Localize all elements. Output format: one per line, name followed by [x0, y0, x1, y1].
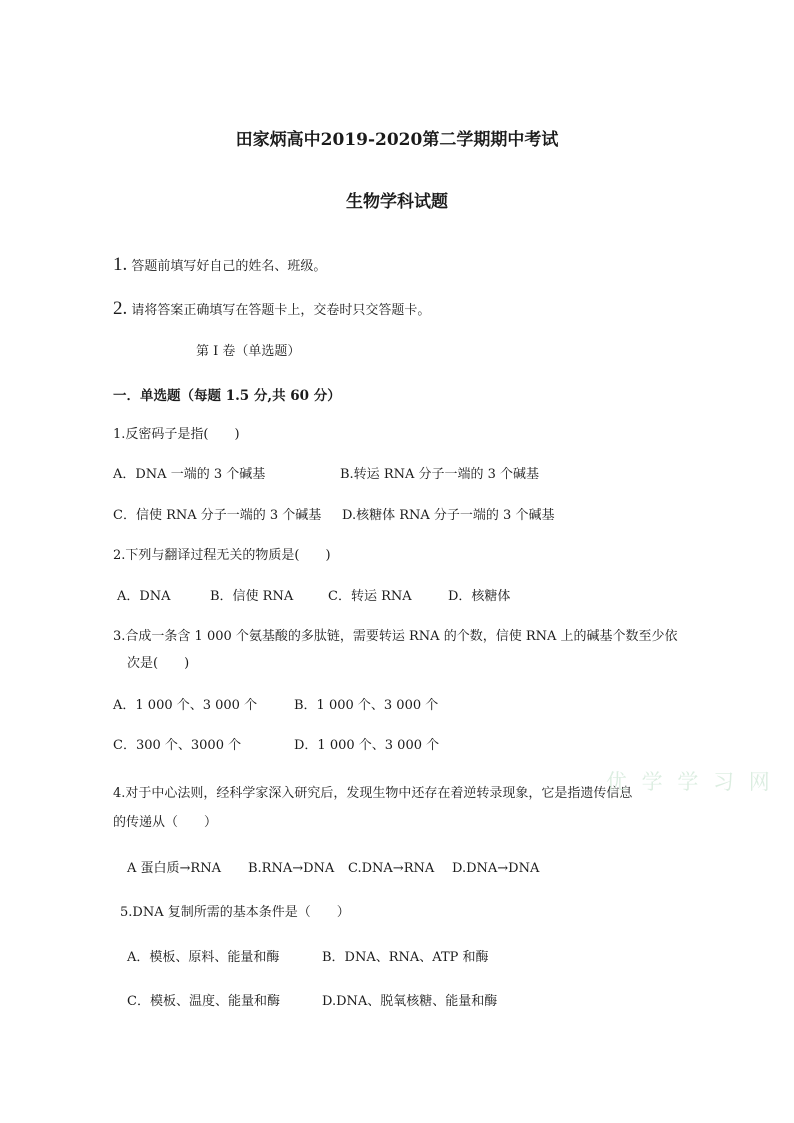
option-b: B.RNA→DNA [248, 861, 335, 876]
option-b: B．DNA、RNA、ATP 和酶 [322, 950, 489, 965]
notice-number: 2. [113, 298, 128, 319]
option-a: A 蛋白质→RNA [127, 861, 221, 876]
option-d: D．1 000 个、3 000 个 [294, 738, 440, 753]
question-stem: 5.DNA 复制所需的基本条件是（ ） [120, 905, 350, 920]
notice-number: 1. [113, 254, 128, 275]
option-a: A．DNA 一端的 3 个碱基 [113, 467, 266, 482]
volume-label: 第 I 卷（单选题） [196, 344, 301, 359]
notice-text: 请将答案正确填写在答题卡上，交卷时只交答题卡。 [131, 303, 431, 318]
notice-item [113, 300, 430, 320]
option-c: C．转运 RNA [328, 589, 412, 604]
question-stem-continued: 次是( ) [127, 656, 190, 671]
question-stem: 4.对于中心法则，经科学家深入研究后，发现生物中还存在着逆转录现象，它是指遗传信息 [113, 786, 633, 801]
option-a: A．DNA [117, 589, 171, 604]
exam-title: 田家炳高中2019-2020第二学期期中考试 [235, 130, 559, 150]
option-c: C．300 个、3000 个 [113, 738, 242, 753]
option-d: D．核糖体 [448, 589, 511, 604]
subject-title: 生物学科试题 [346, 192, 448, 212]
notice-text: 答题前填写好自己的姓名、班级。 [131, 259, 327, 274]
option-d: D.DNA、脱氧核糖、能量和酶 [322, 994, 498, 1009]
section-title: 一．单选题（每题 1.5 分,共 60 分） [113, 388, 341, 404]
option-d: D.DNA→DNA [452, 861, 540, 876]
option-c: C．模板、温度、能量和酶 [127, 994, 280, 1009]
option-b: B.转运 RNA 分子一端的 3 个碱基 [340, 467, 540, 482]
option-b: B．1 000 个、3 000 个 [294, 698, 439, 713]
question-stem: 2.下列与翻译过程无关的物质是( ) [113, 548, 331, 563]
option-b: B．信使 RNA [210, 589, 294, 604]
option-a: A．1 000 个、3 000 个 [113, 698, 258, 713]
watermark: 优 学 学 习 网 [606, 770, 774, 794]
question-stem: 3.合成一条含 1 000 个氨基酸的多肽链，需要转运 RNA 的个数，信使 RNA 上的碱基个数至少依 [113, 629, 678, 644]
notice-item [113, 256, 326, 276]
question-stem-continued: 的传递从（ ） [113, 815, 218, 830]
question-stem: 1.反密码子是指( ) [113, 427, 240, 442]
option-a: A．模板、原料、能量和酶 [127, 950, 280, 965]
option-c: C.DNA→RNA [348, 861, 435, 876]
option-d: D.核糖体 RNA 分子一端的 3 个碱基 [342, 508, 555, 523]
option-c: C．信使 RNA 分子一端的 3 个碱基 [113, 508, 322, 523]
